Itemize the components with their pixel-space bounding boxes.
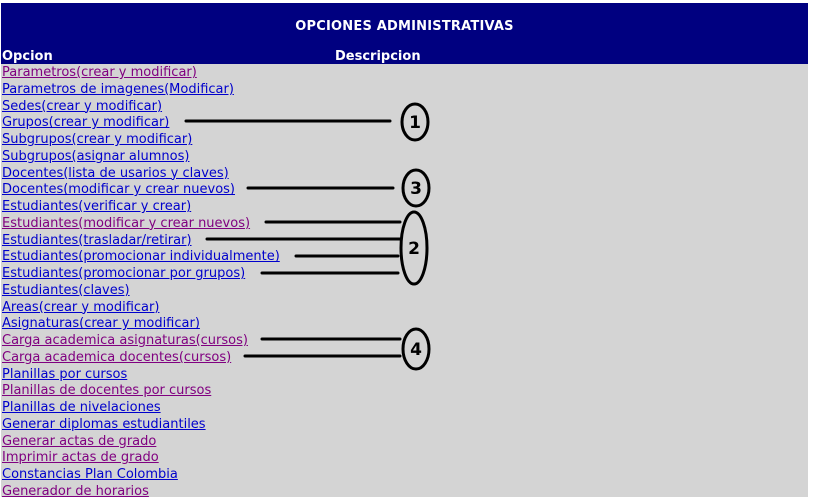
- option-link-15[interactable]: Areas(crear y modificar): [2, 299, 160, 315]
- option-link-23[interactable]: Generar actas de grado: [2, 433, 157, 449]
- option-link-9[interactable]: Estudiantes(verificar y crear): [2, 199, 192, 214]
- option-link-25[interactable]: Constancias Plan Colombia: [2, 467, 178, 482]
- annotation-badge-4: 4: [410, 340, 422, 360]
- option-link-3[interactable]: Sedes(crear y modificar): [2, 98, 163, 114]
- option-link-11[interactable]: Estudiantes(trasladar/retirar): [2, 232, 192, 248]
- option-link-4[interactable]: Grupos(crear y modificar): [2, 115, 170, 131]
- annotation-badge-2: 2: [408, 239, 420, 259]
- column-header-opcion: Opcion: [2, 49, 53, 64]
- option-link-1[interactable]: Parametros(crear y modificar): [2, 65, 197, 80]
- option-link-12[interactable]: Estudiantes(promocionar individualmente): [2, 249, 280, 265]
- option-link-14[interactable]: Estudiantes(claves): [2, 282, 130, 298]
- option-link-26[interactable]: Generador de horarios: [2, 483, 149, 497]
- option-link-17[interactable]: Carga academica asignaturas(cursos): [2, 333, 248, 348]
- admin-options-panel: [1, 3, 808, 497]
- option-link-5[interactable]: Subgrupos(crear y modificar): [2, 132, 193, 147]
- option-link-21[interactable]: Planillas de nivelaciones: [2, 400, 161, 415]
- option-link-24[interactable]: Imprimir actas de grado: [2, 450, 159, 466]
- option-link-2[interactable]: Parametros de imagenes(Modificar): [2, 81, 234, 97]
- option-link-8[interactable]: Docentes(modificar y crear nuevos): [2, 182, 235, 198]
- option-link-19[interactable]: Planillas por cursos: [2, 366, 128, 382]
- option-link-18[interactable]: Carga academica docentes(cursos): [2, 349, 232, 365]
- column-header-descripcion: Descripcion: [335, 49, 421, 64]
- annotation-badge-1: 1: [409, 113, 421, 133]
- page-title: OPCIONES ADMINISTRATIVAS: [295, 19, 514, 34]
- table-header: [1, 3, 808, 64]
- option-link-22[interactable]: Generar diplomas estudiantiles: [2, 416, 206, 432]
- options-list: [2, 65, 280, 497]
- option-link-7[interactable]: Docentes(lista de usarios y claves): [2, 165, 229, 181]
- option-link-6[interactable]: Subgrupos(asignar alumnos): [2, 148, 190, 164]
- option-link-13[interactable]: Estudiantes(promocionar por grupos): [2, 266, 246, 281]
- option-link-16[interactable]: Asignaturas(crear y modificar): [2, 316, 200, 332]
- option-link-10[interactable]: Estudiantes(modificar y crear nuevos): [2, 215, 251, 231]
- option-link-20[interactable]: Planillas de docentes por cursos: [2, 383, 212, 399]
- annotation-badge-3: 3: [410, 179, 422, 199]
